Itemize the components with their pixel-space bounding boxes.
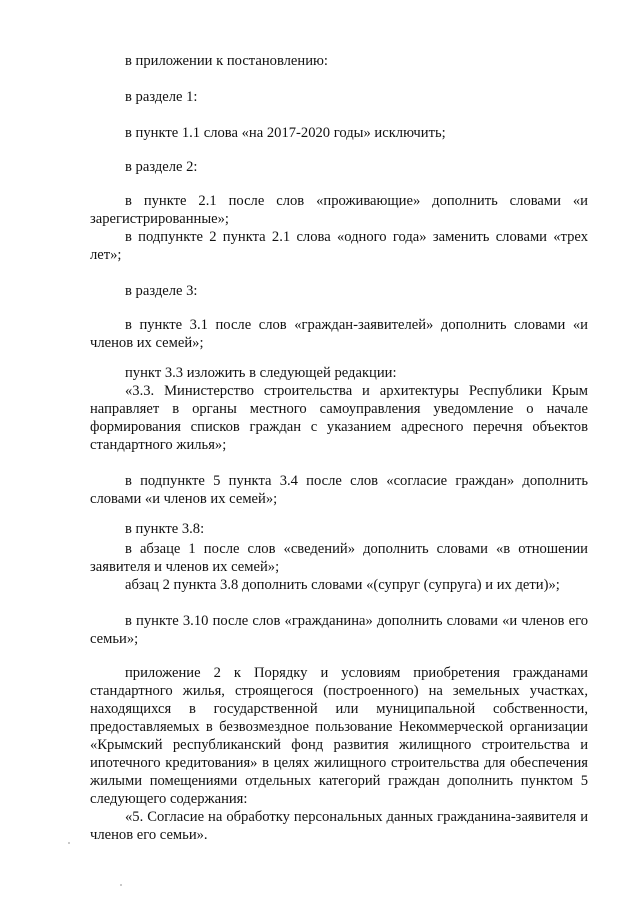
paragraph-section-3: в разделе 3: — [125, 283, 198, 299]
paragraph-intro: в приложении к постановлению: — [125, 53, 328, 69]
paragraph-subitem-2-2-1: в подпункте 2 пункта 2.1 слова «одного года» заменить словами «трех лет»; — [90, 229, 588, 263]
paragraph-item-5-consent: «5. Согласие на обработку персональных данных гражданина-заявителя и членов его семьи». — [90, 809, 588, 843]
paragraph-section-2: в разделе 2: — [125, 159, 198, 175]
paragraph-item-3-8-par-2: абзац 2 пункта 3.8 дополнить словами «(супруг (супруга) и их дети)»; — [125, 577, 560, 593]
paragraph-item-3-3-text: «3.3. Министерство строительства и архитектуры Республики Крым направляет в органы местного самоуправления уведомление о начале формирования списков граждан с указанием адресного перечня объектов стандартного жилья»; — [90, 383, 588, 453]
paragraph-subitem-3-4-5: в подпункте 5 пункта 3.4 после слов «согласие граждан» дополнить словами «и членов их семей»; — [90, 473, 588, 507]
paragraph-appendix-2: приложение 2 к Порядку и условиям приобретения гражданами стандартного жилья, строящегося (построенного) на земельных участках, находящихся в государственной или муниципальной собственности, предоставляемых в безвозмездное пользование Некоммерческой организации «Крымский республиканский фонд развития жилищного строительства и ипотечного кредитования» в целях жилищного строительства для обеспечения жилыми помещениями отдельных категорий граждан дополнить пунктом 5 следующего содержания: — [90, 665, 588, 807]
paragraph-item-1-1: в пункте 1.1 слова «на 2017-2020 годы» исключить; — [125, 125, 446, 141]
scan-speck — [68, 842, 70, 844]
paragraph-item-3-1: в пункте 3.1 после слов «граждан-заявителей» дополнить словами «и членов их семей»; — [90, 317, 588, 351]
paragraph-item-3-8-par-1: в абзаце 1 после слов «сведений» дополнить словами «в отношении заявителя и членов их семей»; — [90, 541, 588, 575]
scan-speck — [120, 884, 122, 886]
paragraph-item-3-3-intro: пункт 3.3 изложить в следующей редакции: — [125, 365, 397, 381]
paragraph-item-3-8: в пункте 3.8: — [125, 521, 205, 537]
paragraph-section-1: в разделе 1: — [125, 89, 198, 105]
paragraph-item-2-1: в пункте 2.1 после слов «проживающие» дополнить словами «и зарегистрированные»; — [90, 193, 588, 227]
paragraph-item-3-10: в пункте 3.10 после слов «гражданина» дополнить словами «и членов его семьи»; — [90, 613, 588, 647]
